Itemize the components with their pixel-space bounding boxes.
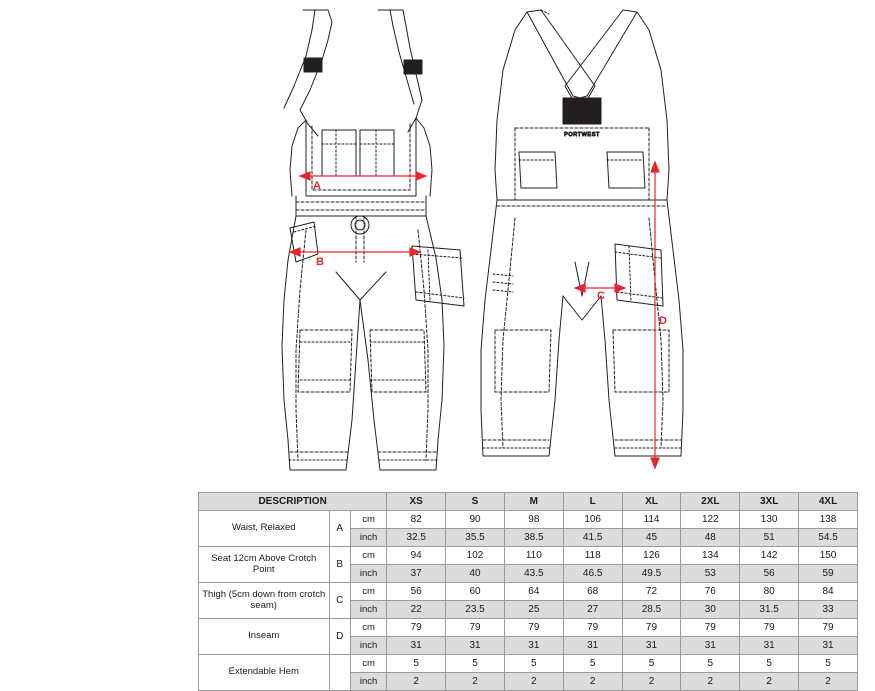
dimension-label-c: C bbox=[597, 290, 605, 302]
cell-value: 33 bbox=[799, 601, 858, 619]
table-row bbox=[199, 619, 858, 637]
header-size-3xl: 3XL bbox=[740, 493, 799, 511]
cell-value: 43.5 bbox=[504, 565, 563, 583]
header-size-xs: XS bbox=[387, 493, 446, 511]
dimension-label-d: D bbox=[659, 315, 667, 327]
cell-value: 59 bbox=[799, 565, 858, 583]
cell-value: 130 bbox=[740, 511, 799, 529]
cell-value: 49.5 bbox=[622, 565, 681, 583]
cell-value: 84 bbox=[799, 583, 858, 601]
cell-value: 31 bbox=[799, 637, 858, 655]
cell-value: 79 bbox=[799, 619, 858, 637]
cell-value: 79 bbox=[622, 619, 681, 637]
cell-value: 27 bbox=[563, 601, 622, 619]
cell-value: 79 bbox=[563, 619, 622, 637]
header-size-2xl: 2XL bbox=[681, 493, 740, 511]
row-unit: inch bbox=[350, 673, 386, 691]
header-size-xl: XL bbox=[622, 493, 681, 511]
cell-value: 31 bbox=[504, 637, 563, 655]
cell-value: 23.5 bbox=[446, 601, 505, 619]
cell-value: 79 bbox=[387, 619, 446, 637]
front-view-illustration bbox=[60, 0, 520, 488]
cell-value: 2 bbox=[446, 673, 505, 691]
cell-value: 56 bbox=[387, 583, 446, 601]
row-unit: cm bbox=[350, 619, 386, 637]
cell-value: 5 bbox=[799, 655, 858, 673]
row-letter: D bbox=[329, 619, 350, 655]
table-row bbox=[199, 511, 858, 529]
cell-value: 40 bbox=[446, 565, 505, 583]
size-chart-table bbox=[198, 492, 858, 691]
cell-value: 46.5 bbox=[563, 565, 622, 583]
cell-value: 5 bbox=[681, 655, 740, 673]
cell-value: 31.5 bbox=[740, 601, 799, 619]
row-unit: inch bbox=[350, 601, 386, 619]
cell-value: 2 bbox=[740, 673, 799, 691]
cell-value: 37 bbox=[387, 565, 446, 583]
table-row bbox=[199, 655, 858, 673]
cell-value: 82 bbox=[387, 511, 446, 529]
cell-value: 102 bbox=[446, 547, 505, 565]
cell-value: 25 bbox=[504, 601, 563, 619]
cell-value: 56 bbox=[740, 565, 799, 583]
row-description: Extendable Hem bbox=[199, 655, 330, 691]
header-description: DESCRIPTION bbox=[199, 493, 387, 511]
row-unit: inch bbox=[350, 637, 386, 655]
cell-value: 31 bbox=[446, 637, 505, 655]
cell-value: 31 bbox=[740, 637, 799, 655]
cell-value: 31 bbox=[563, 637, 622, 655]
cell-value: 150 bbox=[799, 547, 858, 565]
row-letter bbox=[329, 655, 350, 691]
row-description: Waist, Relaxed bbox=[199, 511, 330, 547]
cell-value: 5 bbox=[563, 655, 622, 673]
cell-value: 22 bbox=[387, 601, 446, 619]
cell-value: 51 bbox=[740, 529, 799, 547]
cell-value: 31 bbox=[387, 637, 446, 655]
cell-value: 79 bbox=[681, 619, 740, 637]
cell-value: 2 bbox=[504, 673, 563, 691]
row-unit: cm bbox=[350, 511, 386, 529]
cell-value: 5 bbox=[622, 655, 681, 673]
cell-value: 28.5 bbox=[622, 601, 681, 619]
cell-value: 41.5 bbox=[563, 529, 622, 547]
back-view-illustration bbox=[455, 0, 875, 488]
cell-value: 45 bbox=[622, 529, 681, 547]
cell-value: 2 bbox=[681, 673, 740, 691]
svg-text:PORTWEST: PORTWEST bbox=[564, 132, 600, 138]
cell-value: 134 bbox=[681, 547, 740, 565]
row-description: Thigh (5cm down from crotch seam) bbox=[199, 583, 330, 619]
cell-value: 118 bbox=[563, 547, 622, 565]
size-chart-header bbox=[199, 493, 858, 511]
cell-value: 5 bbox=[446, 655, 505, 673]
cell-value: 53 bbox=[681, 565, 740, 583]
row-letter: B bbox=[329, 547, 350, 583]
dimension-label-a: A bbox=[313, 180, 321, 192]
header-size-4xl: 4XL bbox=[799, 493, 858, 511]
row-letter: A bbox=[329, 511, 350, 547]
row-unit: cm bbox=[350, 583, 386, 601]
cell-value: 79 bbox=[740, 619, 799, 637]
cell-value: 80 bbox=[740, 583, 799, 601]
cell-value: 126 bbox=[622, 547, 681, 565]
cell-value: 138 bbox=[799, 511, 858, 529]
cell-value: 48 bbox=[681, 529, 740, 547]
cell-value: 5 bbox=[387, 655, 446, 673]
dimension-label-b: B bbox=[316, 256, 324, 268]
cell-value: 30 bbox=[681, 601, 740, 619]
cell-value: 68 bbox=[563, 583, 622, 601]
cell-value: 79 bbox=[504, 619, 563, 637]
cell-value: 5 bbox=[740, 655, 799, 673]
cell-value: 76 bbox=[681, 583, 740, 601]
row-unit: inch bbox=[350, 529, 386, 547]
header-size-l: L bbox=[563, 493, 622, 511]
row-description: Seat 12cm Above Crotch Point bbox=[199, 547, 330, 583]
cell-value: 110 bbox=[504, 547, 563, 565]
cell-value: 2 bbox=[563, 673, 622, 691]
cell-value: 35.5 bbox=[446, 529, 505, 547]
row-unit: cm bbox=[350, 547, 386, 565]
cell-value: 38.5 bbox=[504, 529, 563, 547]
cell-value: 5 bbox=[504, 655, 563, 673]
size-chart-body bbox=[199, 511, 858, 691]
cell-value: 98 bbox=[504, 511, 563, 529]
cell-value: 2 bbox=[622, 673, 681, 691]
row-unit: inch bbox=[350, 565, 386, 583]
cell-value: 94 bbox=[387, 547, 446, 565]
table-row bbox=[199, 547, 858, 565]
cell-value: 31 bbox=[681, 637, 740, 655]
cell-value: 64 bbox=[504, 583, 563, 601]
cell-value: 32.5 bbox=[387, 529, 446, 547]
cell-value: 31 bbox=[622, 637, 681, 655]
cell-value: 60 bbox=[446, 583, 505, 601]
header-row bbox=[199, 493, 858, 511]
row-description: Inseam bbox=[199, 619, 330, 655]
cell-value: 106 bbox=[563, 511, 622, 529]
cell-value: 79 bbox=[446, 619, 505, 637]
cell-value: 114 bbox=[622, 511, 681, 529]
cell-value: 2 bbox=[387, 673, 446, 691]
row-letter: C bbox=[329, 583, 350, 619]
cell-value: 72 bbox=[622, 583, 681, 601]
cell-value: 90 bbox=[446, 511, 505, 529]
cell-value: 122 bbox=[681, 511, 740, 529]
row-unit: cm bbox=[350, 655, 386, 673]
cell-value: 2 bbox=[799, 673, 858, 691]
header-size-s: S bbox=[446, 493, 505, 511]
cell-value: 54.5 bbox=[799, 529, 858, 547]
table-row bbox=[199, 583, 858, 601]
header-size-m: M bbox=[504, 493, 563, 511]
cell-value: 142 bbox=[740, 547, 799, 565]
